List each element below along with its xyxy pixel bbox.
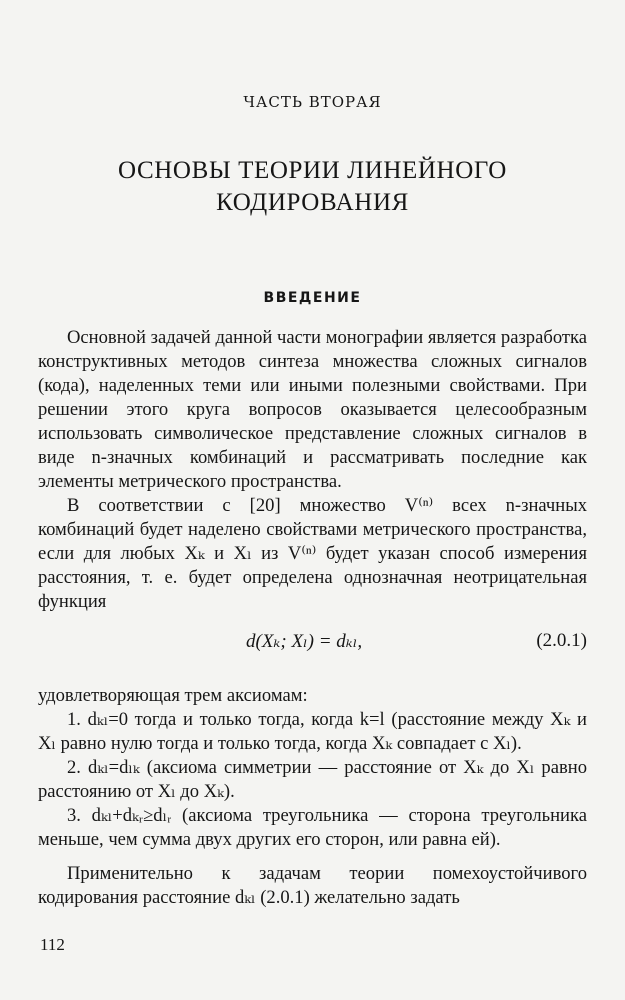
axiom-3: 3. dₖₗ+dₖᵣ≥dₗᵣ (аксиома треугольника — сторона треугольника меньше, чем сумма двух других его сторон, или равна ей). [38,805,587,850]
section-heading: ВВЕДЕНИЕ [263,290,362,306]
part-label: ЧАСТЬ ВТОРАЯ [243,93,382,111]
body-text-lower [38,684,587,910]
body-text-upper [38,326,587,614]
axiom-2: 2. dₖₗ=dₗₖ (аксиома симметрии — расстояние от Xₖ до Xₗ равно расстоянию от Xₗ до Xₖ). [38,757,587,802]
title-line-1: ОСНОВЫ ТЕОРИИ ЛИНЕЙНОГО [118,157,507,184]
paragraph-closing: Применительно к задачам теории помехоустойчивого кодирования расстояние dₖₗ (2.0.1) желательно задать [38,863,587,908]
page-number: 112 [40,935,65,954]
paragraph-metric-space: В соответствии с [20] множество V⁽ⁿ⁾ всех n-значных комбинаций будет наделено свойствами метрического пространства, если для любых Xₖ и Xₗ из V⁽ⁿ⁾ будет указан способ измерения расстояния, т. е. будет определена однозначная неотрицательная функция [38,495,587,612]
formula-row [38,630,587,658]
title-line-2: КОДИРОВАНИЯ [216,189,409,216]
distance-formula: d(Xₖ; Xₗ) = dₖₗ, [246,631,363,652]
formula-number: (2.0.1) [536,630,587,651]
axiom-1: 1. dₖₗ=0 тогда и только тогда, когда k=l (расстояние между Xₖ и Xₗ равно нулю тогда и только тогда, когда Xₖ совпадает с Xₗ). [38,709,587,754]
page-title [0,155,625,219]
paragraph-axioms-intro: удовлетворяющая трем аксиомам: [38,685,308,706]
paragraph-intro: Основной задачей данной части монографии является разработка конструктивных методов синтеза множества сложных сигналов (кода), наделенных теми или иными полезными свойствами. При решении этого круга вопросов оказывается целесообразным использовать символическое представление сложных сигналов в виде n-значных комбинаций и рассматривать последние как элементы метрического пространства. [38,327,587,492]
